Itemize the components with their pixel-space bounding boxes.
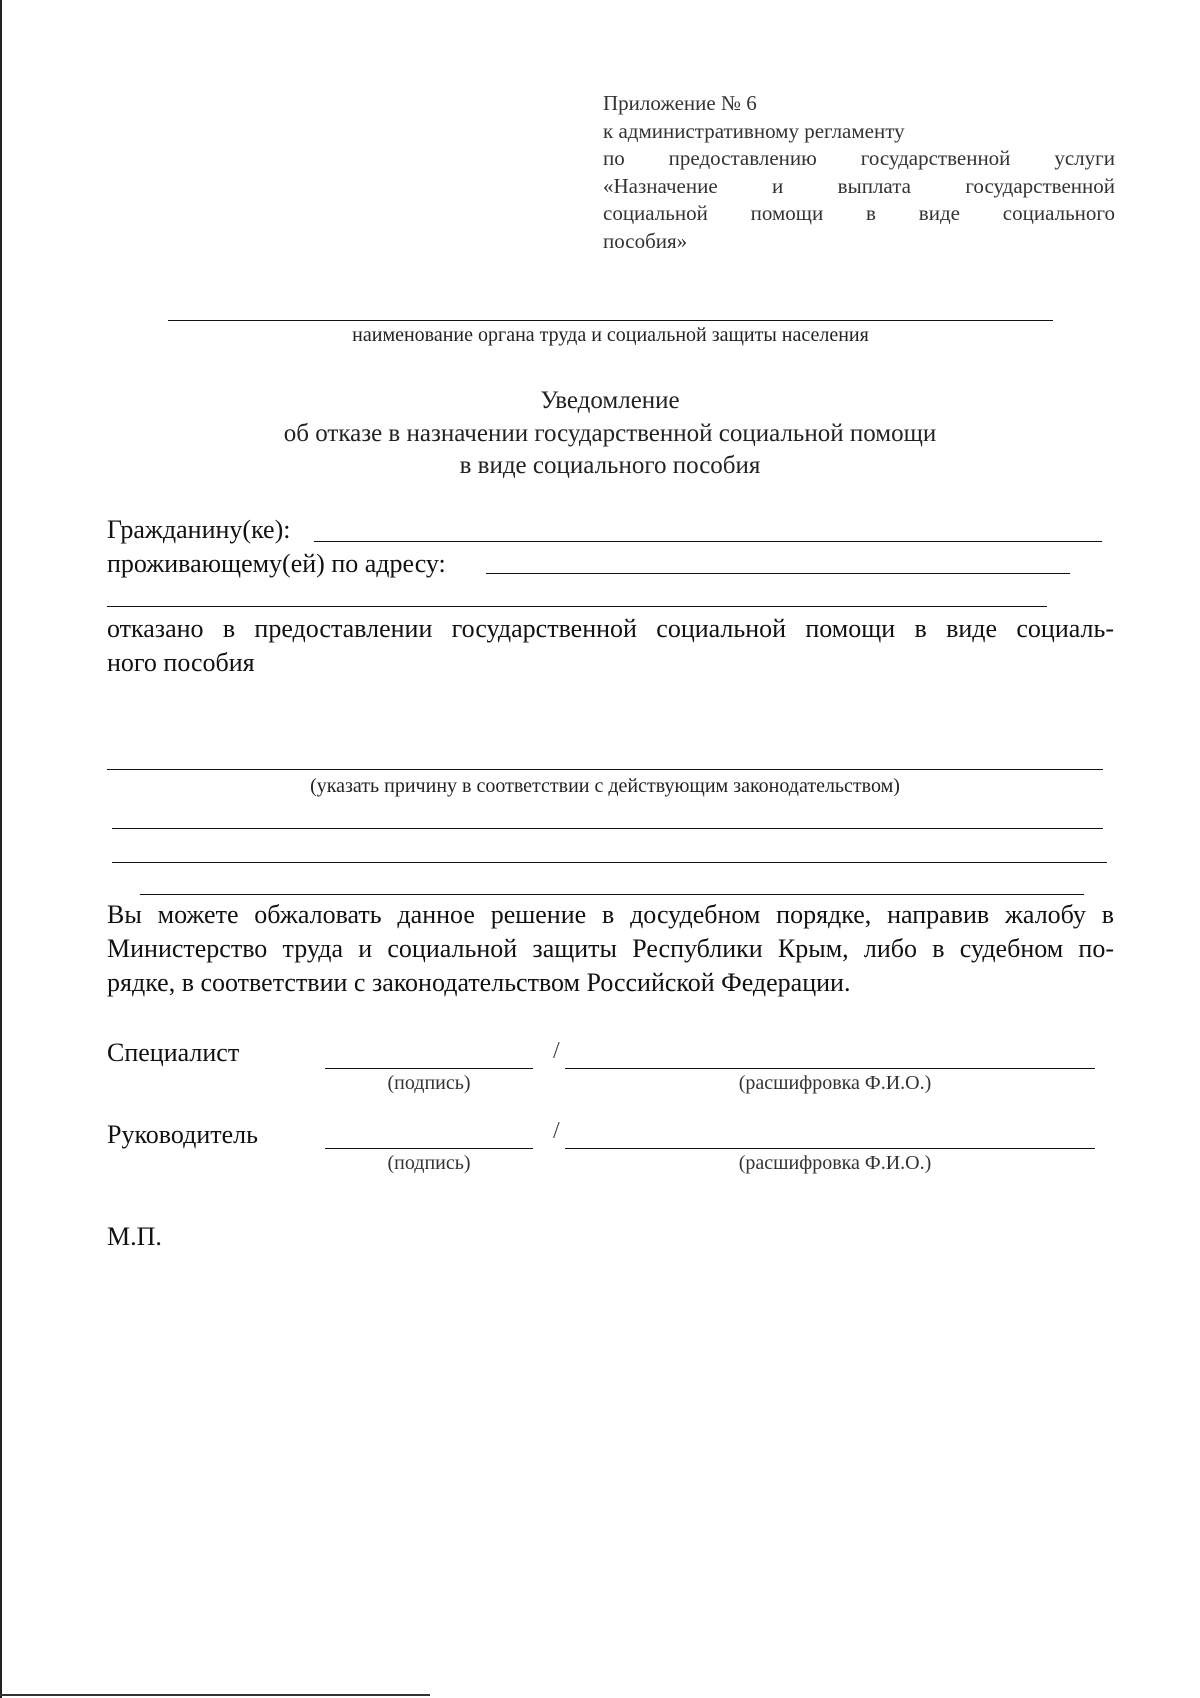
reason-field-line-3[interactable]: [112, 862, 1107, 863]
refusal-text: [107, 612, 1114, 680]
specialist-signature-field[interactable]: [325, 1068, 533, 1069]
refusal-line: отказано в предоставлении государственной социальной помощи в виде социаль-: [107, 614, 1114, 643]
head-signature-field[interactable]: [325, 1148, 533, 1149]
specialist-slash: /: [553, 1038, 560, 1064]
reason-caption: (указать причину в соответствии с действующим законодательством): [310, 775, 900, 797]
appendix-line: Приложение № 6: [603, 91, 757, 115]
reason-field-line-4[interactable]: [140, 894, 1084, 895]
scan-edge-bottom: [0, 1694, 430, 1696]
appendix-line: к административному регламенту: [603, 118, 905, 143]
citizen-label: Гражданину(ке):: [107, 515, 291, 544]
specialist-label: Специалист: [107, 1038, 240, 1067]
specialist-sign-caption: (подпись): [387, 1072, 471, 1094]
citizen-name-field[interactable]: [314, 541, 1102, 542]
head-name-field[interactable]: [565, 1148, 1095, 1149]
appeal-line: рядке, в соответствии с законодательством Российской Федерации.: [107, 968, 851, 997]
reason-field-line-2[interactable]: [112, 828, 1103, 829]
head-sign-caption: (подпись): [387, 1152, 471, 1174]
authority-caption: наименование органа труда и социальной защиты населения: [352, 324, 869, 346]
appendix-line: по предоставлению государственной услуги: [603, 146, 1115, 170]
address-field-continued[interactable]: [107, 606, 1047, 607]
head-label: Руководитель: [107, 1120, 258, 1149]
appeal-line: Министерство труда и социальной защиты Республики Крым, либо в судебном по-: [107, 934, 1114, 963]
notice-title: [150, 385, 1070, 483]
stamp-place-label: М.П.: [107, 1222, 162, 1251]
authority-name-field[interactable]: [168, 320, 1053, 321]
address-label: проживающему(ей) по адресу:: [107, 549, 446, 578]
specialist-name-caption: (расшифровка Ф.И.О.): [738, 1072, 932, 1094]
appendix-line: «Назначение и выплата государственной: [603, 173, 1115, 198]
title-line: в виде социального пособия: [459, 452, 761, 479]
appendix-header: [603, 90, 1115, 255]
head-slash: /: [553, 1118, 560, 1144]
scan-edge-left: [0, 0, 2, 1698]
title-line: Уведомление: [540, 387, 680, 414]
head-name-caption: (расшифровка Ф.И.О.): [738, 1152, 932, 1174]
appeal-line: Вы можете обжаловать данное решение в досудебном порядке, направив жалобу в: [107, 900, 1114, 929]
appendix-line: пособия»: [603, 228, 688, 253]
title-line: об отказе в назначении государственной социальной помощи: [283, 419, 937, 447]
appeal-text: [107, 898, 1114, 1000]
appendix-line: социальной помощи в виде социального: [603, 201, 1115, 225]
specialist-name-field[interactable]: [565, 1068, 1095, 1069]
refusal-line: ного пособия: [107, 648, 255, 677]
reason-field[interactable]: [107, 769, 1103, 770]
address-field[interactable]: [486, 573, 1070, 574]
